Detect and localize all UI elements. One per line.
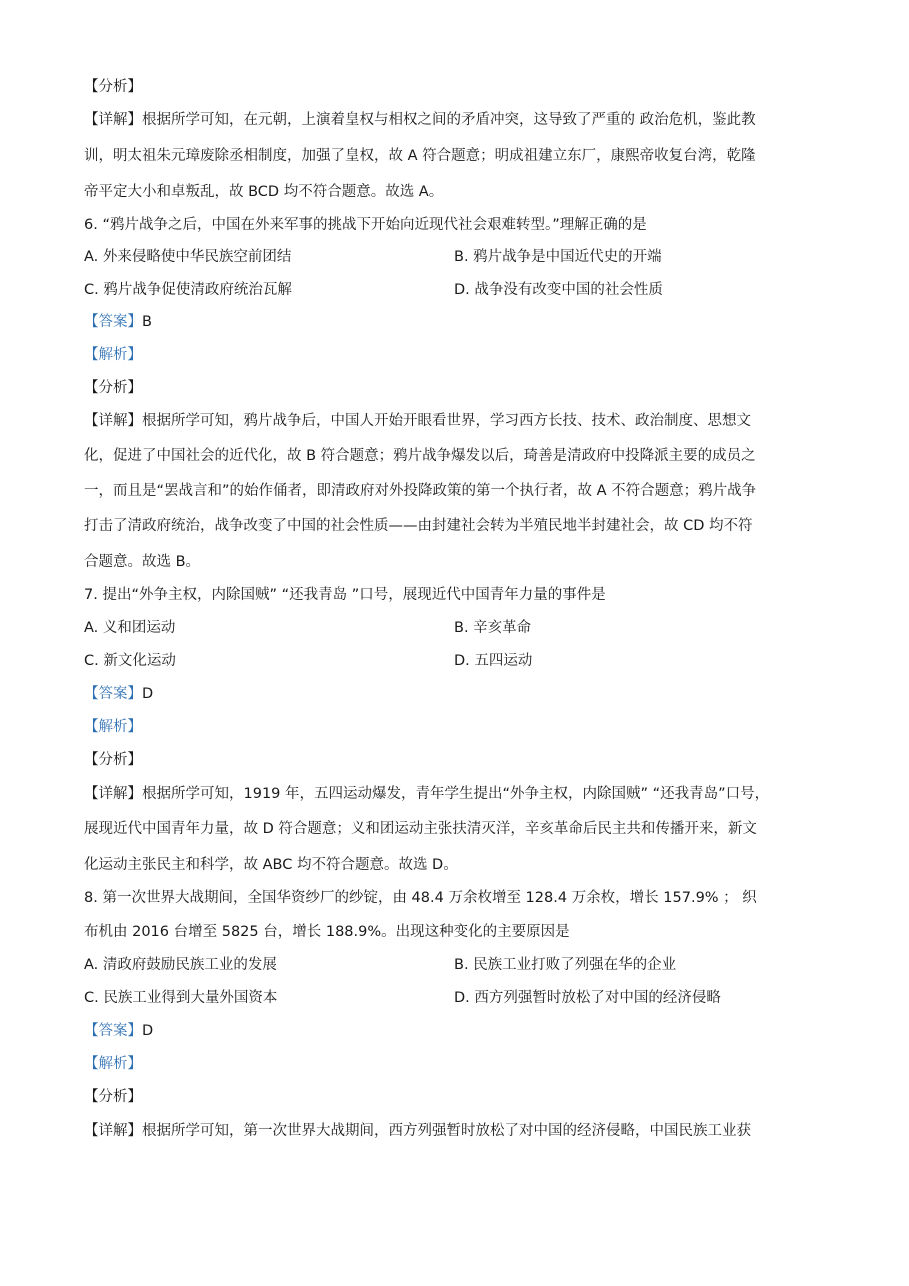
q7-xiangjie-line-3: 化运动主张民主和科学，故 ABC 均不符合题意。故选 D。 — [84, 857, 458, 873]
q7-answer — [84, 684, 834, 704]
q6-answer-value: B — [142, 314, 152, 330]
q6-xiangjie-line-2: 化，促进了中国社会的近代化，故 B 符合题意；鸦片战争爆发以后，琦善是清政府中投降派主要的成员之 — [84, 448, 756, 464]
q5-fenxi: 【分析】 — [84, 79, 142, 95]
q6-stem: 6. “鸦片战争之后，中国在外来军事的挑战下开始向近现代社会艰难转型。”理解正确的是 — [84, 217, 647, 233]
q7-option-d: D. 五四运动 — [454, 653, 533, 669]
q6-xiangjie-line-5: 合题意。故选 B。 — [84, 554, 201, 570]
q6-xiangjie-line-1: 【详解】根据所学可知，鸦片战争后，中国人开始开眼看世界，学习西方长技、技术、政治制度、思想文 — [84, 413, 751, 429]
q8-xiangjie-line-1: 【详解】根据所学可知，第一次世界大战期间，西方列强暂时放松了对中国的经济侵略，中国民族工业获 — [84, 1123, 751, 1139]
q8-option-d: D. 西方列强暂时放松了对中国的经济侵略 — [454, 990, 721, 1006]
q8-answer-label: 【答案】 — [84, 1023, 142, 1039]
q6-option-c: C. 鸦片战争促使清政府统治瓦解 — [84, 282, 292, 298]
q7-option-a: A. 义和团运动 — [84, 620, 176, 636]
q6-answer — [84, 312, 834, 332]
q7-stem: 7. 提出“外争主权，内除国贼” “还我青岛 ”口号，展现近代中国青年力量的事件是 — [84, 587, 606, 603]
q7-fenxi: 【分析】 — [84, 752, 142, 768]
q8-fenxi: 【分析】 — [84, 1089, 142, 1105]
q8-option-a: A. 清政府鼓励民族工业的发展 — [84, 957, 277, 973]
q6-xiangjie-line-3: 一，而且是“罢战言和”的始作俑者，即清政府对外投降政策的第一个执行者，故 A 不符合题意；鸦片战争 — [84, 483, 757, 499]
q5-xiangjie-line-3: 帝平定大小和卓叛乱，故 BCD 均不符合题意。故选 A。 — [84, 184, 444, 200]
q8-stem-line-1: 8. 第一次世界大战期间，全国华资纱厂的纱锭，由 48.4 万余枚增至 128.4 万余枚，增长 157.9% ； 织 — [84, 890, 757, 906]
q8-answer-value: D — [142, 1023, 154, 1039]
q8-answer — [84, 1021, 834, 1041]
q6-option-d: D. 战争没有改变中国的社会性质 — [454, 282, 663, 298]
q8-stem-line-2: 布机由 2016 台增至 5825 台，增长 188.9%。出现这种变化的主要原因是 — [84, 924, 570, 940]
q8-jiexi: 【解析】 — [84, 1056, 142, 1072]
q8-option-b: B. 民族工业打败了列强在华的企业 — [454, 957, 677, 973]
q6-answer-label: 【答案】 — [84, 314, 142, 330]
q7-option-c: C. 新文化运动 — [84, 653, 176, 669]
q7-answer-label: 【答案】 — [84, 686, 142, 702]
q7-answer-value: D — [142, 686, 154, 702]
q6-xiangjie-line-4: 打击了清政府统治，战争改变了中国的社会性质——由封建社会转为半殖民地半封建社会，故 CD 均不符 — [84, 518, 753, 534]
q8-option-c: C. 民族工业得到大量外国资本 — [84, 990, 278, 1006]
q7-xiangjie-line-1: 【详解】根据所学可知，1919 年，五四运动爆发，青年学生提出“外争主权，内除国贼” “还我青岛”口号， — [84, 786, 770, 802]
q5-xiangjie-line-2: 训，明太祖朱元璋废除丞相制度，加强了皇权，故 A 符合题意；明成祖建立东厂，康熙帝收复台湾，乾隆 — [84, 148, 756, 164]
q7-option-b: B. 辛亥革命 — [454, 620, 532, 636]
q6-fenxi: 【分析】 — [84, 380, 142, 396]
q6-option-a: A. 外来侵略使中华民族空前团结 — [84, 249, 292, 265]
q6-jiexi: 【解析】 — [84, 347, 142, 363]
q7-jiexi: 【解析】 — [84, 719, 142, 735]
q5-xiangjie-line-1: 【详解】根据所学可知，在元朝，上演着皇权与相权之间的矛盾冲突，这导致了严重的 政治危机，鉴此教 — [84, 112, 756, 128]
q7-xiangjie-line-2: 展现近代中国青年力量，故 D 符合题意；义和团运动主张扶清灭洋，辛亥革命后民主共和传播开来，新文 — [84, 821, 757, 837]
q6-option-b: B. 鸦片战争是中国近代史的开端 — [454, 249, 662, 265]
